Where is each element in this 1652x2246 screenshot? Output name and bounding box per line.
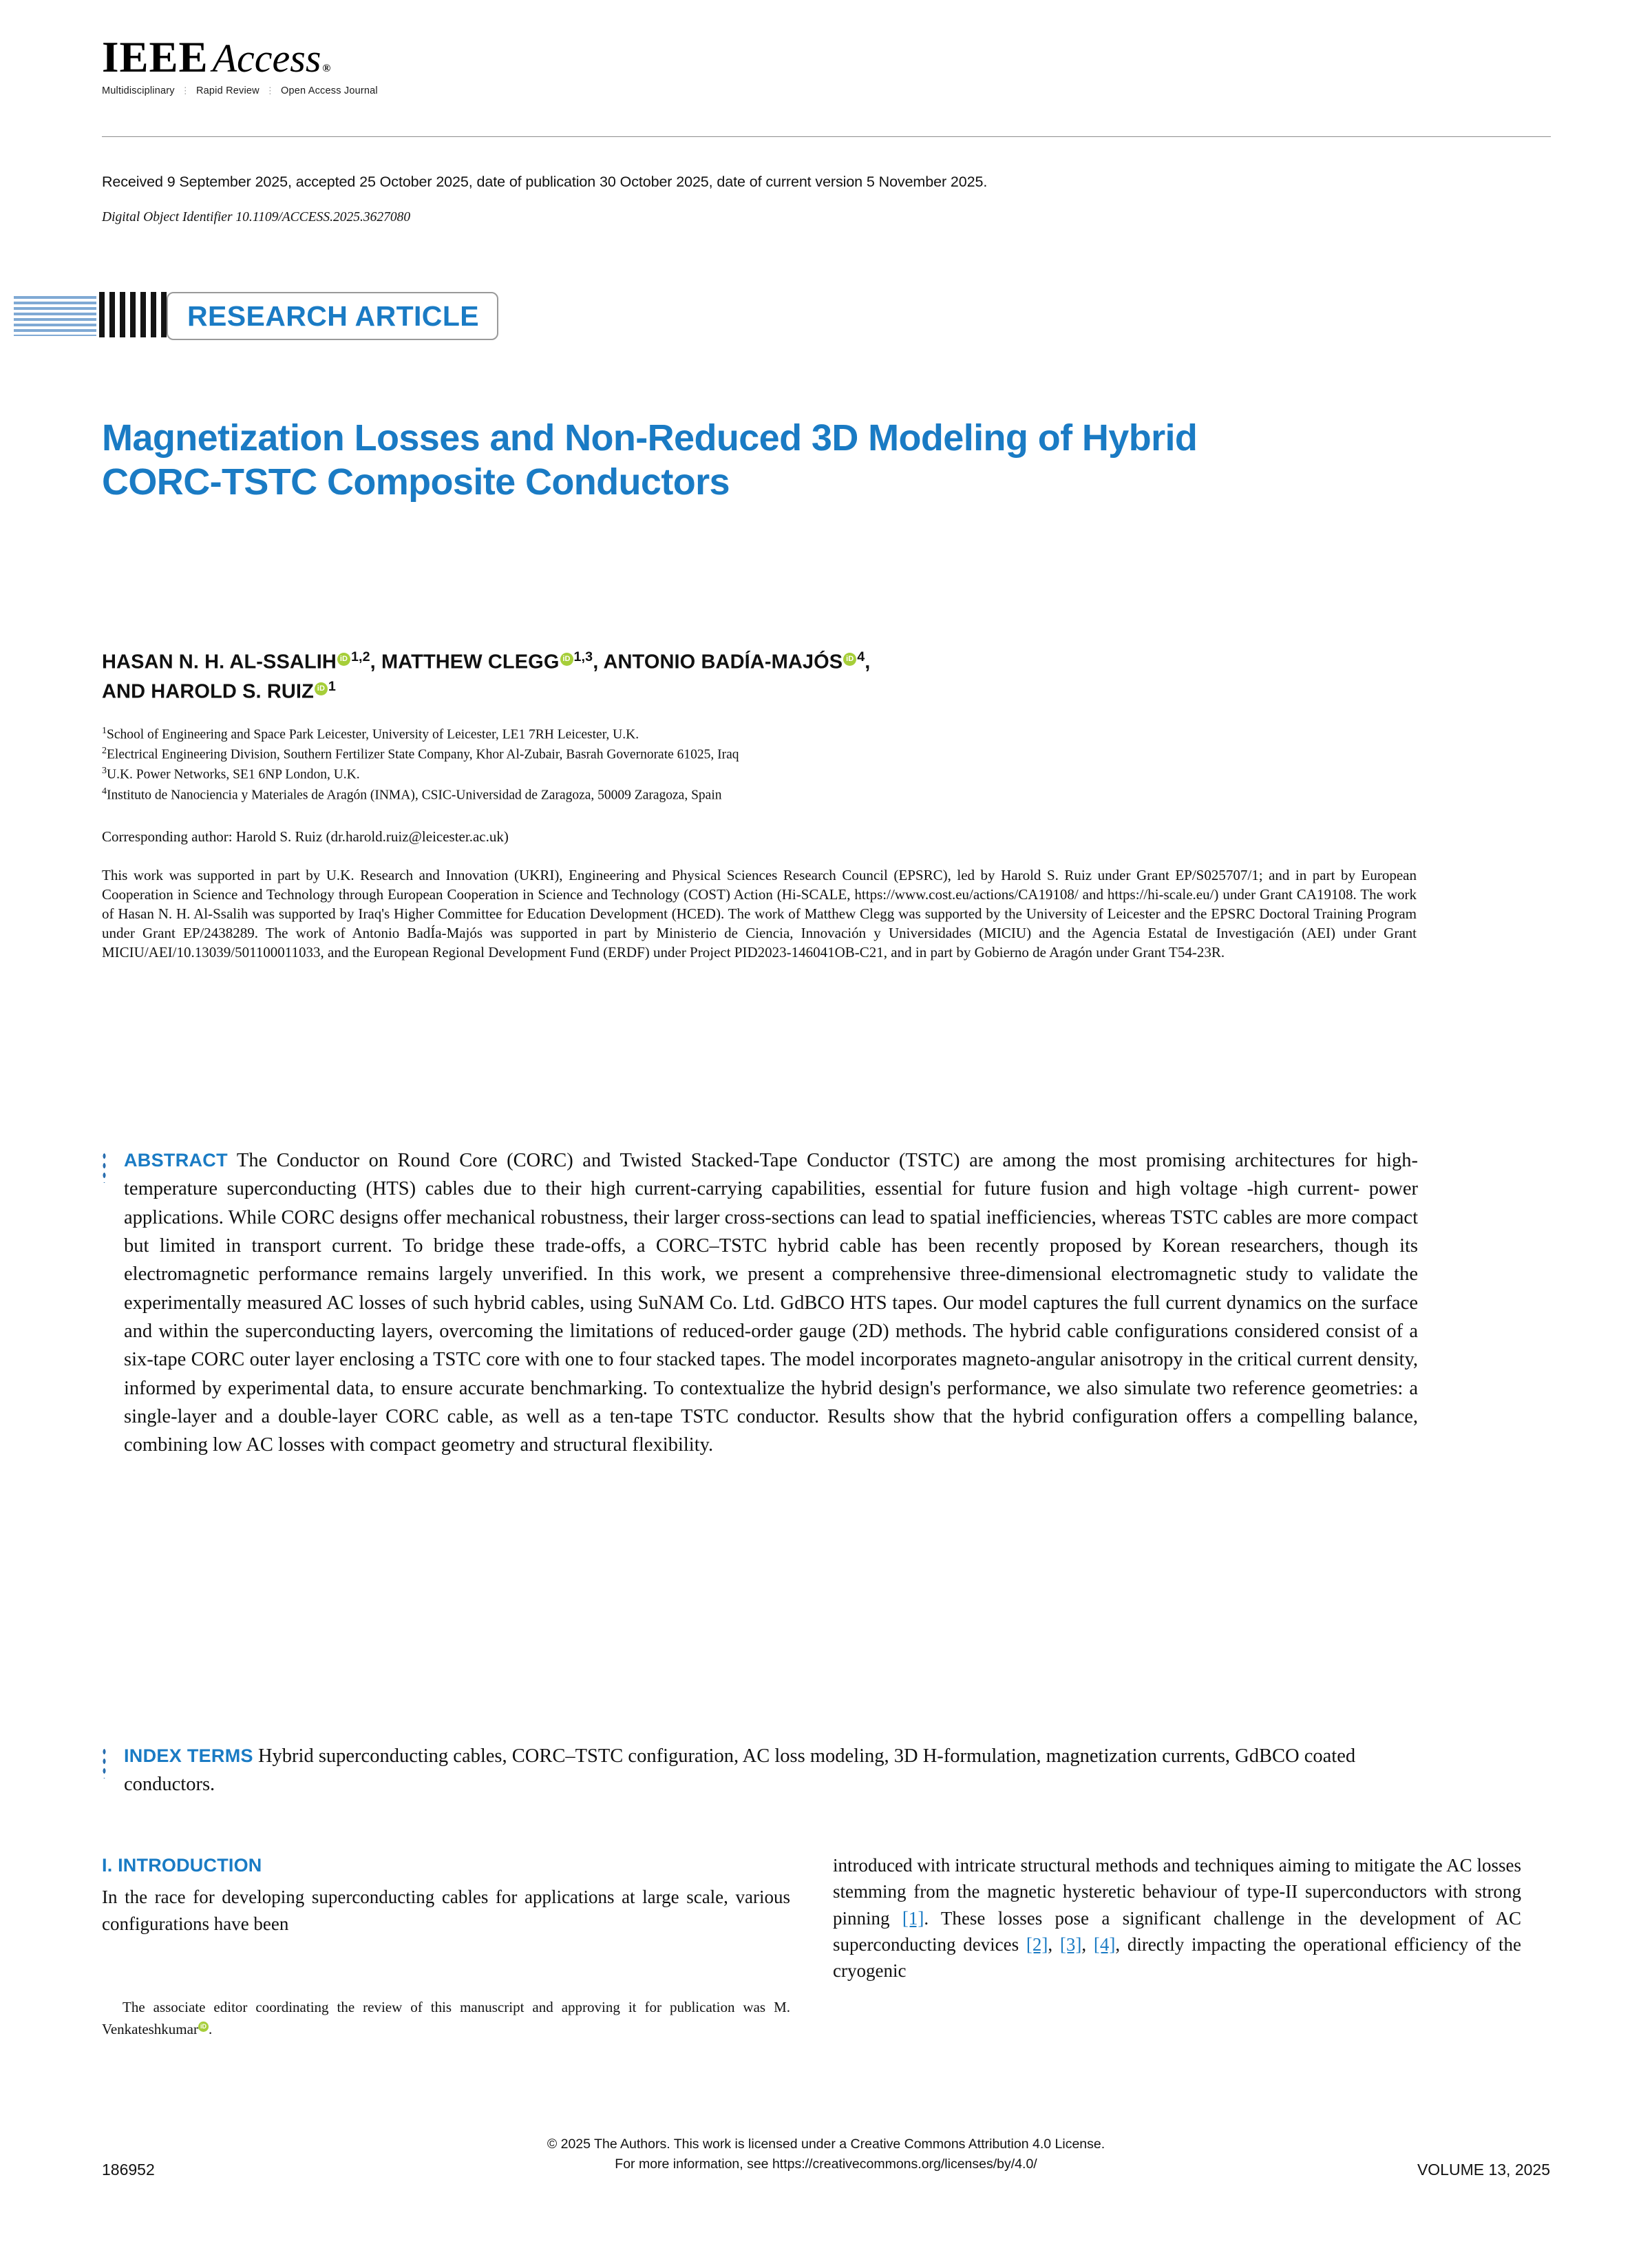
citation-separator: , [1048, 1933, 1060, 1955]
author-list-comma: , [865, 651, 871, 673]
section-heading-introduction: I. INTRODUCTION [102, 1855, 262, 1876]
corresponding-author: Corresponding author: Harold S. Ruiz (dr.harold.ruiz@leicester.ac.uk) [102, 828, 509, 845]
abstract-section [124, 1146, 1418, 1459]
affiliation-text: School of Engineering and Space Park Leicester, University of Leicester, LE1 7RH Leicester, U.K. [107, 727, 639, 742]
trademark-symbol: ® [322, 63, 332, 74]
affiliation-text: U.K. Power Networks, SE1 6NP London, U.K. [107, 767, 360, 782]
license-line-1: © 2025 The Authors. This work is licensed under a Creative Commons Attribution 4.0 License. [547, 2137, 1105, 2152]
tagline-rapid-review: Rapid Review [195, 85, 260, 96]
license-line-2: For more information, see https://creativecommons.org/licenses/by/4.0/ [615, 2156, 1037, 2172]
associate-editor-note [102, 1997, 790, 2040]
banner-barcode-icon [99, 292, 167, 337]
page-title: Magnetization Losses and Non-Reduced 3D Modeling of Hybrid CORC-TSTC Composite Conductors [102, 417, 1198, 503]
associate-editor-period: . [208, 2020, 213, 2037]
body-column-left [102, 1852, 790, 1937]
doi-line: Digital Object Identifier 10.1109/ACCESS.2025.3627080 [102, 210, 411, 224]
author-3-name: , ANTONIO BADÍA-MAJÓS [593, 651, 843, 673]
ieee-wordmark: IEEE [102, 33, 209, 81]
citation-link-3[interactable]: [3] [1059, 1933, 1082, 1955]
affiliation-item [102, 785, 1410, 805]
header-divider [102, 136, 1551, 137]
tagline-divider-icon: ⋮ [265, 85, 275, 96]
footer-page-number: 186952 [102, 2161, 155, 2179]
author-2-name: , MATTHEW CLEGG [370, 651, 560, 673]
author-4-name: AND HAROLD S. RUIZ [102, 680, 314, 703]
tagline-divider-icon: ⋮ [180, 85, 190, 96]
orcid-icon[interactable]: iD [315, 682, 328, 695]
affiliation-item [102, 764, 1410, 784]
index-terms-label: INDEX TERMS [124, 1745, 253, 1766]
abstract-dot-rule [102, 1151, 107, 1183]
index-terms-section [124, 1742, 1418, 1799]
citation-link-2[interactable]: [2] [1026, 1933, 1048, 1955]
citation-link-4[interactable]: [4] [1093, 1933, 1116, 1955]
affiliation-marker: 1 [102, 725, 107, 736]
banner-gradient-bars-icon [14, 296, 96, 336]
intro-paragraph-left: In the race for developing superconducting cables for applications at large scale, various configurations have been [102, 1887, 790, 1934]
journal-masthead [102, 33, 391, 96]
tagline-multidisciplinary: Multidisciplinary [102, 85, 175, 96]
citation-separator: , [1081, 1933, 1094, 1955]
orcid-icon[interactable]: iD [198, 2022, 209, 2032]
affiliation-text: Electrical Engineering Division, Southern Fertilizer State Company, Khor Al-Zubair, Basrah Governorate 61025, Iraq [107, 747, 739, 762]
research-article-banner [14, 292, 606, 340]
footer-license [0, 2134, 1652, 2175]
associate-editor-text: The associate editor coordinating the review of this manuscript and approving it for publication was M. Venkateshkumar [102, 1999, 790, 2037]
affiliation-text: Instituto de Nanociencia y Materiales de Aragón (INMA), CSIC-Universidad de Zaragoza, 50009 Zaragoza, Spain [107, 788, 722, 803]
affiliation-item [102, 744, 1410, 764]
affiliation-marker: 3 [102, 765, 107, 777]
index-terms-dot-rule [102, 1747, 107, 1778]
intro-paragraph-right-part1: introduced with intricate structural methods and techniques aiming to mitigate the AC losses stemming from the magnetic hysteretic behaviour of type-II superconductors with strong pinning [833, 1855, 1521, 1929]
masthead-tagline [102, 85, 391, 96]
publication-dates: Received 9 September 2025, accepted 25 October 2025, date of publication 30 October 2025, date of current version 5 November 2025. [102, 174, 988, 190]
author-4-affil-marker: 1 [328, 678, 336, 694]
affiliation-marker: 2 [102, 745, 107, 757]
author-list [102, 647, 1410, 706]
author-1-name: HASAN N. H. AL-SSALIH [102, 651, 337, 673]
author-1-affil-marker: 1,2 [350, 649, 370, 664]
abstract-label: ABSTRACT [124, 1150, 228, 1171]
orcid-icon[interactable]: iD [337, 653, 350, 666]
funding-statement: This work was supported in part by U.K. Research and Innovation (UKRI), Engineering and Physical Sciences Research Council (EPSRC), led by Harold S. Ruiz under Grant EP/S025707/1; and in part by European Cooperation in Science and Technology through European Cooperation in Science and Technology (COST) Action (Hi-SCALE, https://www.cost.eu/actions/CA19108/ and https://hi-scale.eu/) under Grant CA19108. The work of Hasan N. H. Al-Ssalih was supported by Iraq's Higher Committee for Education Development (HCED). The work of Matthew Clegg was supported by the University of Leicester and the EPSRC Doctoral Training Program under Grant EP/2438289. The work of Antonio BadÍa-Majós was supported in part by Ministerio de Ciencia, Innovación y Universidades (MICIU) and the Agencia Estatal de Investigación (AEI) under Grant MICIU/AEI/10.13039/501100011033, and the European Regional Development Fund (ERDF) under Project PID2023-146041OB-C21, and in part by Gobierno de Aragón under Grant T54-23R. [102, 867, 1417, 961]
affiliation-item [102, 724, 1410, 744]
access-wordmark: Access [212, 36, 321, 81]
body-column-right [833, 1852, 1521, 1984]
citation-link-1[interactable]: [1] [902, 1907, 924, 1929]
affiliation-marker: 4 [102, 785, 107, 797]
banner-label: RESEARCH ARTICLE [187, 300, 480, 332]
banner-pill [167, 292, 498, 340]
intro-paragraph-right-part3: , directly impacting the operational efficiency of the cryogenic [833, 1933, 1522, 1982]
ieee-access-logo [102, 33, 391, 81]
intro-paragraph-right-part2: . These losses pose a significant challenge in the development of AC superconducting devices [833, 1907, 1521, 1955]
footer-volume: VOLUME 13, 2025 [1417, 2161, 1550, 2179]
tagline-open-access: Open Access Journal [281, 85, 378, 96]
author-2-affil-marker: 1,3 [573, 649, 593, 664]
affiliation-list [102, 724, 1410, 805]
orcid-icon[interactable]: iD [843, 653, 856, 666]
index-terms-text: Hybrid superconducting cables, CORC–TSTC configuration, AC loss modeling, 3D H-formulation, magnetization currents, GdBCO coated conductors. [124, 1745, 1356, 1796]
orcid-icon[interactable]: iD [560, 653, 573, 666]
abstract-text: The Conductor on Round Core (CORC) and Twisted Stacked-Tape Conductor (TSTC) are among the most promising architectures for high-temperature superconducting (HTS) cables due to their high current-carrying capabilities, essential for future fusion and high voltage -high current- power applications. While CORC designs offer mechanical robustness, their larger cross-sections can lead to spatial inefficiencies, whereas TSTC cables are more compact but limited in transport current. To bridge these trade-offs, a CORC–TSTC hybrid cable has been recently proposed by Korean researchers, though its electromagnetic performance remains largely unverified. In this work, we present a comprehensive three-dimensional electromagnetic study to validate the experimentally measured AC losses of such hybrid cables, using SuNAM Co. Ltd. GdBCO HTS tapes. Our model captures the full current dynamics on the surface and within the superconducting layers, overcoming the limitations of reduced-order gauge (2D) methods. The hybrid cable configurations considered consist of a six-tape CORC outer layer enclosing a TSTC core with one to four stacked tapes. The model incorporates magneto-angular anisotropy in the critical current density, informed by experimental data, to ensure accurate benchmarking. To contextualize the hybrid design's performance, we also simulate two reference geometries: a single-layer and a double-layer CORC cable, as well as a ten-tape TSTC conductor. Results show that the hybrid configuration offers a compelling balance, combining low AC losses with compact geometry and structural flexibility. [124, 1150, 1418, 1456]
author-3-affil-marker: 4 [857, 649, 865, 664]
